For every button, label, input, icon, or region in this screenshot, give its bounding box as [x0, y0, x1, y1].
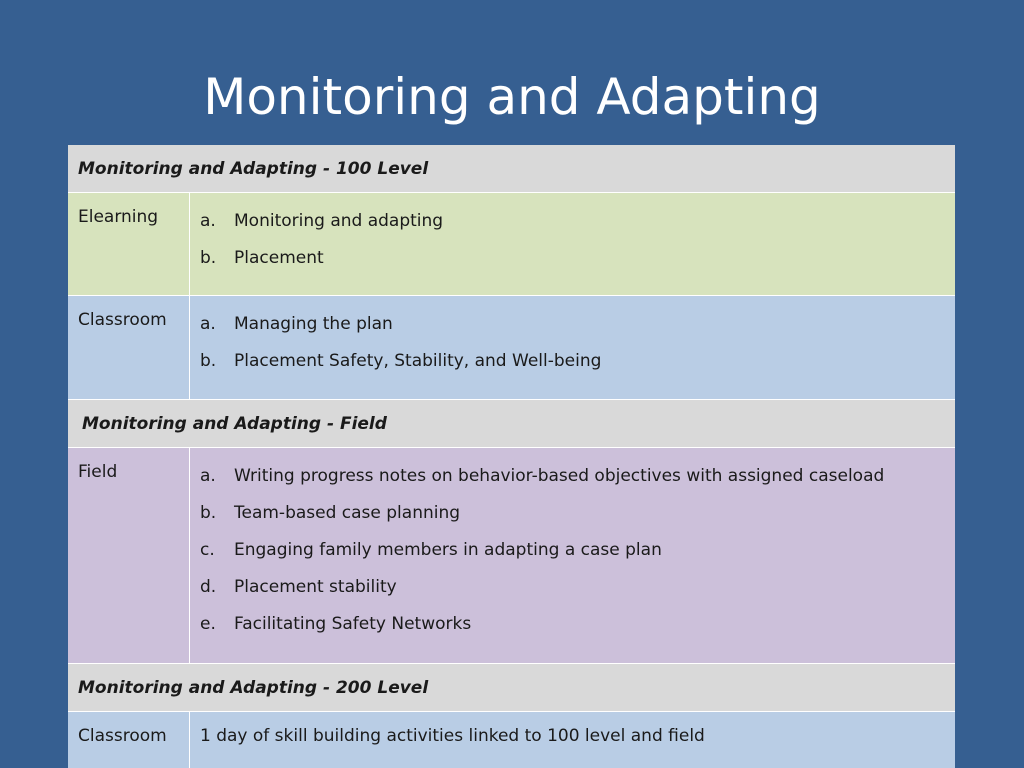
section-header-100-label: Monitoring and Adapting - 100 Level [68, 145, 955, 193]
row-label-classroom-100: Classroom [68, 296, 190, 400]
list-item-text: Engaging family members in adapting a case plan [234, 540, 662, 560]
section-header-100 [68, 145, 955, 193]
list-item-text: Writing progress notes on behavior-based objectives with assigned caseload [234, 466, 885, 486]
list-item [200, 343, 945, 380]
row-text-classroom-200: 1 day of skill building activities linked to 100 level and field [190, 712, 956, 768]
list-marker: d. [200, 577, 217, 597]
list-item-text: Managing the plan [234, 314, 393, 334]
list-item [200, 495, 945, 532]
row-items-field [190, 448, 956, 664]
table-row-elearning [68, 193, 955, 296]
list-marker: b. [200, 351, 217, 371]
row-items-classroom-100 [190, 296, 956, 400]
list-item-text: Team-based case planning [234, 503, 461, 523]
list-item-text: Placement stability [234, 577, 397, 597]
section-header-200 [68, 664, 955, 712]
row-items-elearning [190, 193, 956, 296]
list-item-text: Monitoring and adapting [234, 211, 444, 231]
list-marker: a. [200, 466, 216, 486]
list-item [200, 606, 945, 643]
table-row-classroom-100 [68, 296, 955, 400]
row-label-field: Field [68, 448, 190, 664]
list-marker: a. [200, 211, 216, 231]
list-item [200, 306, 945, 343]
section-header-field-label: Monitoring and Adapting - Field [68, 400, 955, 448]
list-item [200, 240, 945, 277]
curriculum-table [68, 145, 955, 768]
list-marker: b. [200, 503, 217, 523]
row-label-elearning: Elearning [68, 193, 190, 296]
table-row-classroom-200 [68, 712, 955, 768]
list-item [200, 203, 945, 240]
section-header-field [68, 400, 955, 448]
list-item-text: Facilitating Safety Networks [234, 614, 472, 634]
table-row-field [68, 448, 955, 664]
list-marker: b. [200, 248, 217, 268]
list-item [200, 532, 945, 569]
list-marker: a. [200, 314, 216, 334]
list-item [200, 458, 945, 495]
slide-title: Monitoring and Adapting [203, 68, 821, 126]
list-item [200, 569, 945, 606]
list-item-text: Placement [234, 248, 324, 268]
list-item-text: Placement Safety, Stability, and Well-being [234, 351, 602, 371]
row-label-classroom-200: Classroom [68, 712, 190, 768]
list-marker: c. [200, 540, 215, 560]
list-marker: e. [200, 614, 216, 634]
section-header-200-label: Monitoring and Adapting - 200 Level [68, 664, 955, 712]
